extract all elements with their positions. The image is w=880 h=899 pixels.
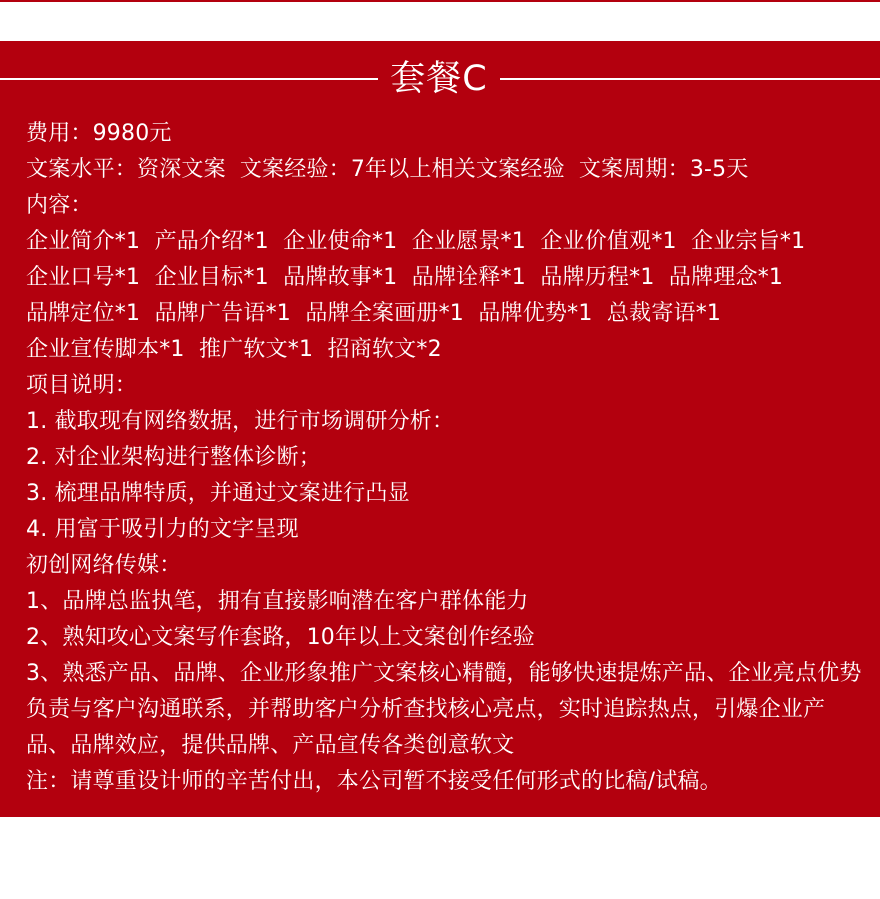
company-point: 1、品牌总监执笔，拥有直接影响潜在客户群体能力 (26, 589, 529, 614)
level-line (26, 152, 866, 188)
company-heading: 初创网络传媒： (26, 553, 182, 578)
title-rule-left (0, 78, 378, 80)
content-items-line-1: 企业简介*1 产品介绍*1 企业使命*1 企业愿景*1 企业价值观*1 企业宗旨*1 (26, 229, 806, 254)
project-heading: 项目说明： (26, 373, 138, 398)
project-step: 3. 梳理品牌特质，并通过文案进行凸显 (26, 481, 410, 506)
period-text: 文案周期：3-5天 (578, 157, 749, 182)
title-rule-right (500, 78, 880, 80)
content-items-line-2: 企业口号*1 企业目标*1 品牌故事*1 品牌诠释*1 品牌历程*1 品牌理念*1 (26, 265, 784, 290)
package-details (26, 116, 866, 800)
note-line: 注：请尊重设计师的辛苦付出，本公司暂不接受任何形式的比稿/试稿。 (26, 769, 722, 794)
content-heading: 内容： (26, 193, 93, 218)
project-step: 1. 截取现有网络数据，进行市场调研分析： (26, 409, 455, 434)
content-items-line-3: 品牌定位*1 品牌广告语*1 品牌全案画册*1 品牌优势*1 总裁寄语*1 (26, 301, 722, 326)
top-divider (0, 0, 880, 2)
content-items-line-4: 企业宣传脚本*1 推广软文*1 招商软文*2 (26, 337, 442, 362)
company-point: 2、熟知攻心文案写作套路，10年以上文案创作经验 (26, 625, 535, 650)
project-step: 2. 对企业架构进行整体诊断； (26, 445, 321, 470)
company-point-long: 3、熟悉产品、品牌、企业形象推广文案核心精髓，能够快速提炼产品、企业亮点优势负责与客户沟通联系，并帮助客户分析查找核心亮点，实时追踪热点，引爆企业产品、品牌效应，提供品牌、产品宣传各类创意软文 (26, 661, 862, 758)
package-title-row (0, 57, 880, 101)
experience-text: 文案经验：7年以上相关文案经验 (239, 157, 565, 182)
package-title: 套餐C (390, 59, 488, 99)
project-step: 4. 用富于吸引力的文字呈现 (26, 517, 299, 542)
package-panel (0, 41, 880, 817)
level-text: 文案水平：资深文案 (26, 157, 226, 182)
fee-line: 费用：9980元 (26, 121, 172, 146)
